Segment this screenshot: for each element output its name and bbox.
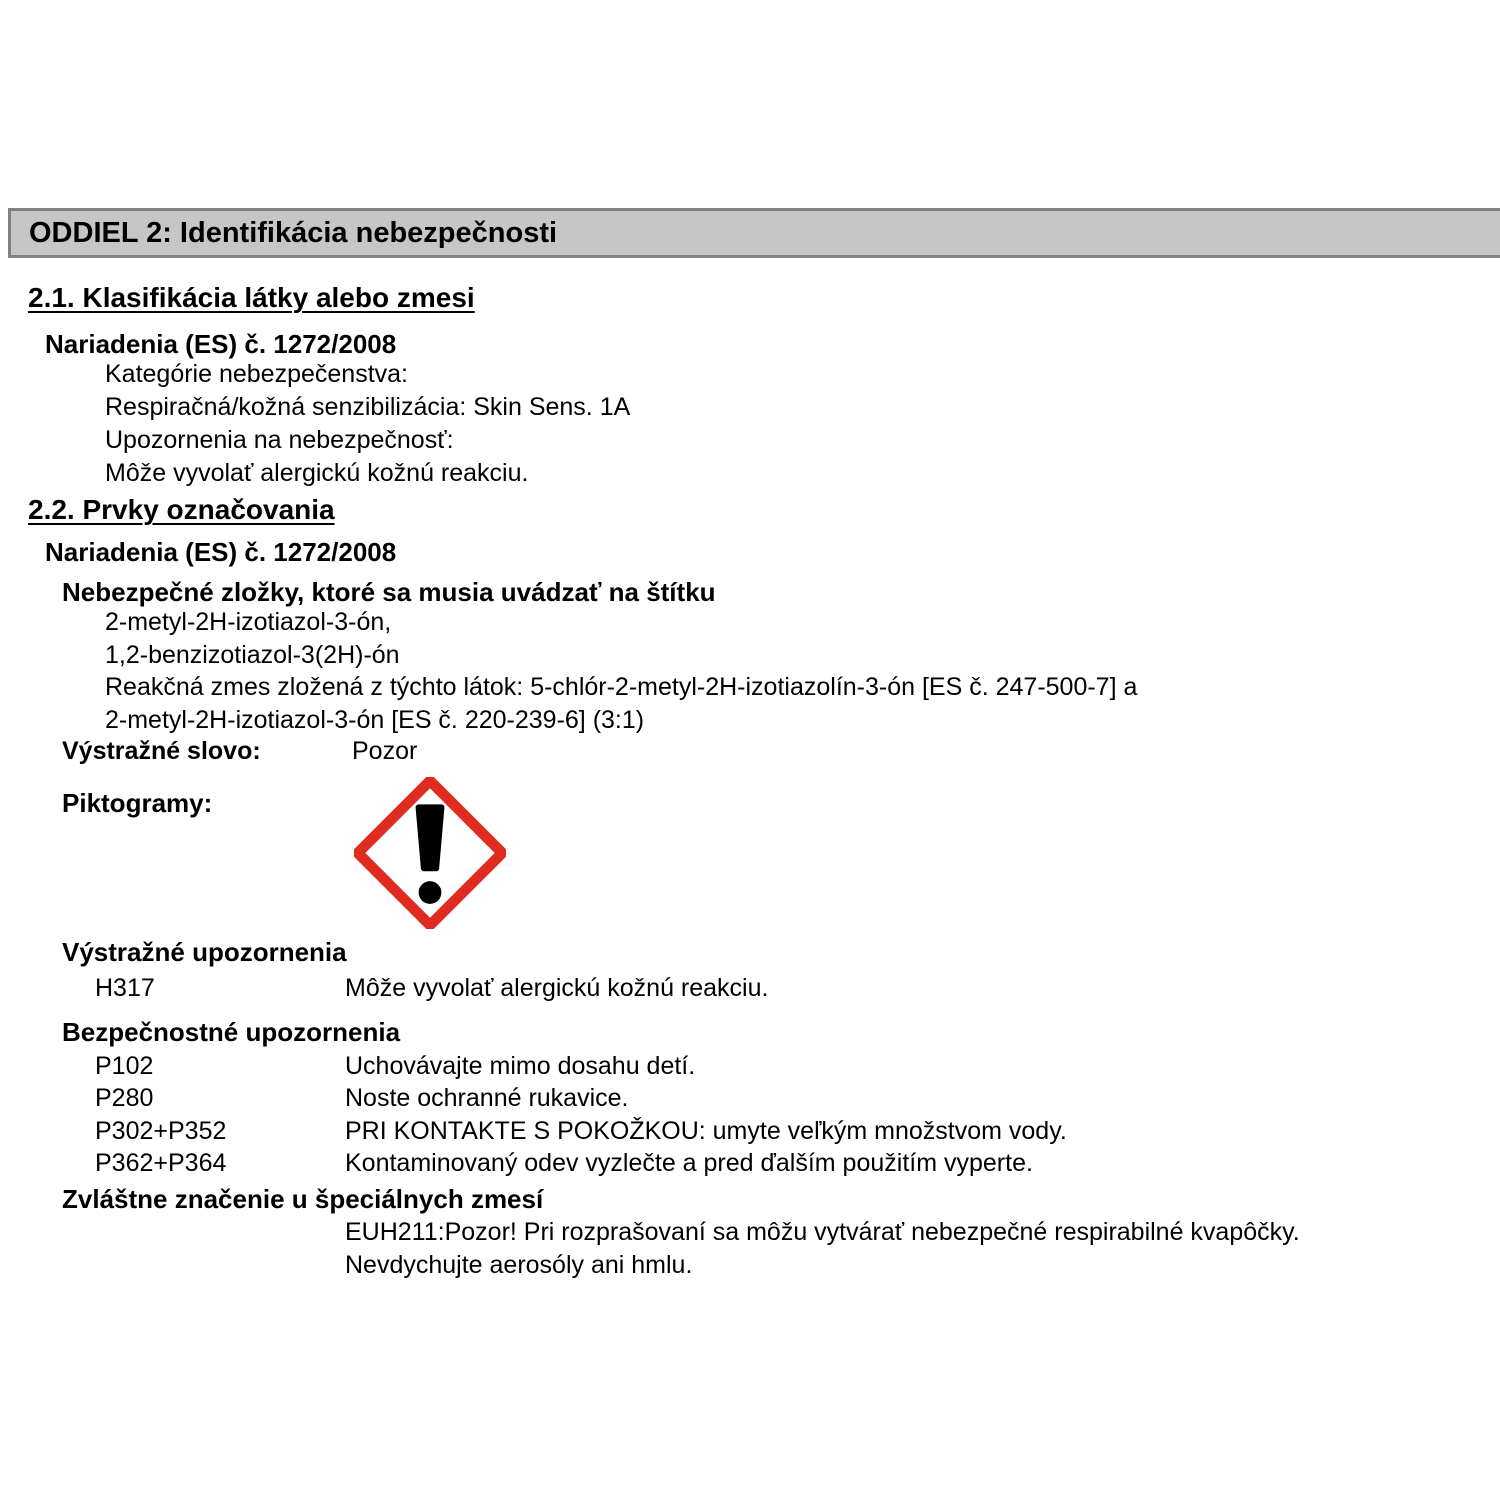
precautionary-code: P102: [95, 1052, 154, 1080]
precautionary-code: P280: [95, 1084, 154, 1112]
component-item: 1,2-benzizotiazol-3(2H)-ón: [105, 641, 400, 669]
precautionary-code: P302+P352: [95, 1117, 227, 1145]
component-item: 2-metyl-2H-izotiazol-3-ón,: [105, 608, 392, 636]
precautionary-row: [95, 1115, 1067, 1148]
precautionary-row: [95, 1147, 1033, 1180]
special-labelling-line: Nevdychujte aerosóly ani hmlu.: [345, 1251, 693, 1279]
component-item: 2-metyl-2H-izotiazol-3-ón [ES č. 220-239-6] (3:1): [105, 706, 645, 734]
hazard-category-value: Respiračná/kožná senzibilizácia: Skin Sens. 1A: [105, 393, 631, 421]
component-item: Reakčná zmes zložená z týchto látok: 5-chlór-2-metyl-2H-izotiazolín-3-ón [ES č. 247-500-7] a: [105, 673, 1138, 701]
precautionary-heading: Bezpečnostné upozornenia: [62, 1017, 401, 1047]
precautionary-text: Kontaminovaný odev vyzlečte a pred ďalším použitím vyperte.: [345, 1149, 1033, 1177]
components-heading: Nebezpečné zložky, ktoré sa musia uvádzať na štítku: [62, 577, 716, 607]
precautionary-text: PRI KONTAKTE S POKOŽKOU: umyte veľkým množstvom vody.: [345, 1117, 1067, 1145]
precautionary-code: P362+P364: [95, 1149, 227, 1177]
special-labelling-line: EUH211:Pozor! Pri rozprašovaní sa môžu vytvárať nebezpečné respirabilné kvapôčky.: [345, 1218, 1300, 1246]
hazard-code: H317: [95, 974, 155, 1002]
regulation-heading-1: Nariadenia (ES) č. 1272/2008: [45, 329, 397, 359]
hazard-notes-value: Môže vyvolať alergickú kožnú reakciu.: [105, 459, 529, 487]
hazard-text: Môže vyvolať alergickú kožnú reakciu.: [345, 974, 769, 1002]
special-labelling-heading: Zvláštne značenie u špeciálnych zmesí: [62, 1184, 544, 1214]
signal-word-value: Pozor: [352, 737, 418, 765]
precautionary-text: Noste ochranné rukavice.: [345, 1084, 629, 1112]
signal-word-row: [62, 735, 417, 768]
section-header-title: ODDIEL 2: Identifikácia nebezpečnosti: [29, 216, 558, 249]
hazard-statement-row: [95, 972, 768, 1005]
signal-word-label: Výstražné slovo:: [62, 737, 261, 765]
pictograms-label: Piktogramy:: [62, 788, 213, 818]
hazard-notes-label: Upozornenia na nebezpečnosť:: [105, 426, 454, 454]
ghs07-exclamation-icon: [354, 777, 506, 929]
regulation-heading-2: Nariadenia (ES) č. 1272/2008: [45, 537, 397, 567]
hazard-statements-heading: Výstražné upozornenia: [62, 937, 347, 967]
heading-2-2: 2.2. Prvky označovania: [28, 494, 335, 525]
precautionary-row: [95, 1082, 628, 1115]
hazard-category-label: Kategórie nebezpečenstva:: [105, 360, 408, 388]
heading-2-1: 2.1. Klasifikácia látky alebo zmesi: [28, 282, 475, 313]
section-header-bar: [8, 208, 1500, 258]
precautionary-text: Uchovávajte mimo dosahu detí.: [345, 1052, 696, 1080]
precautionary-row: [95, 1050, 695, 1083]
